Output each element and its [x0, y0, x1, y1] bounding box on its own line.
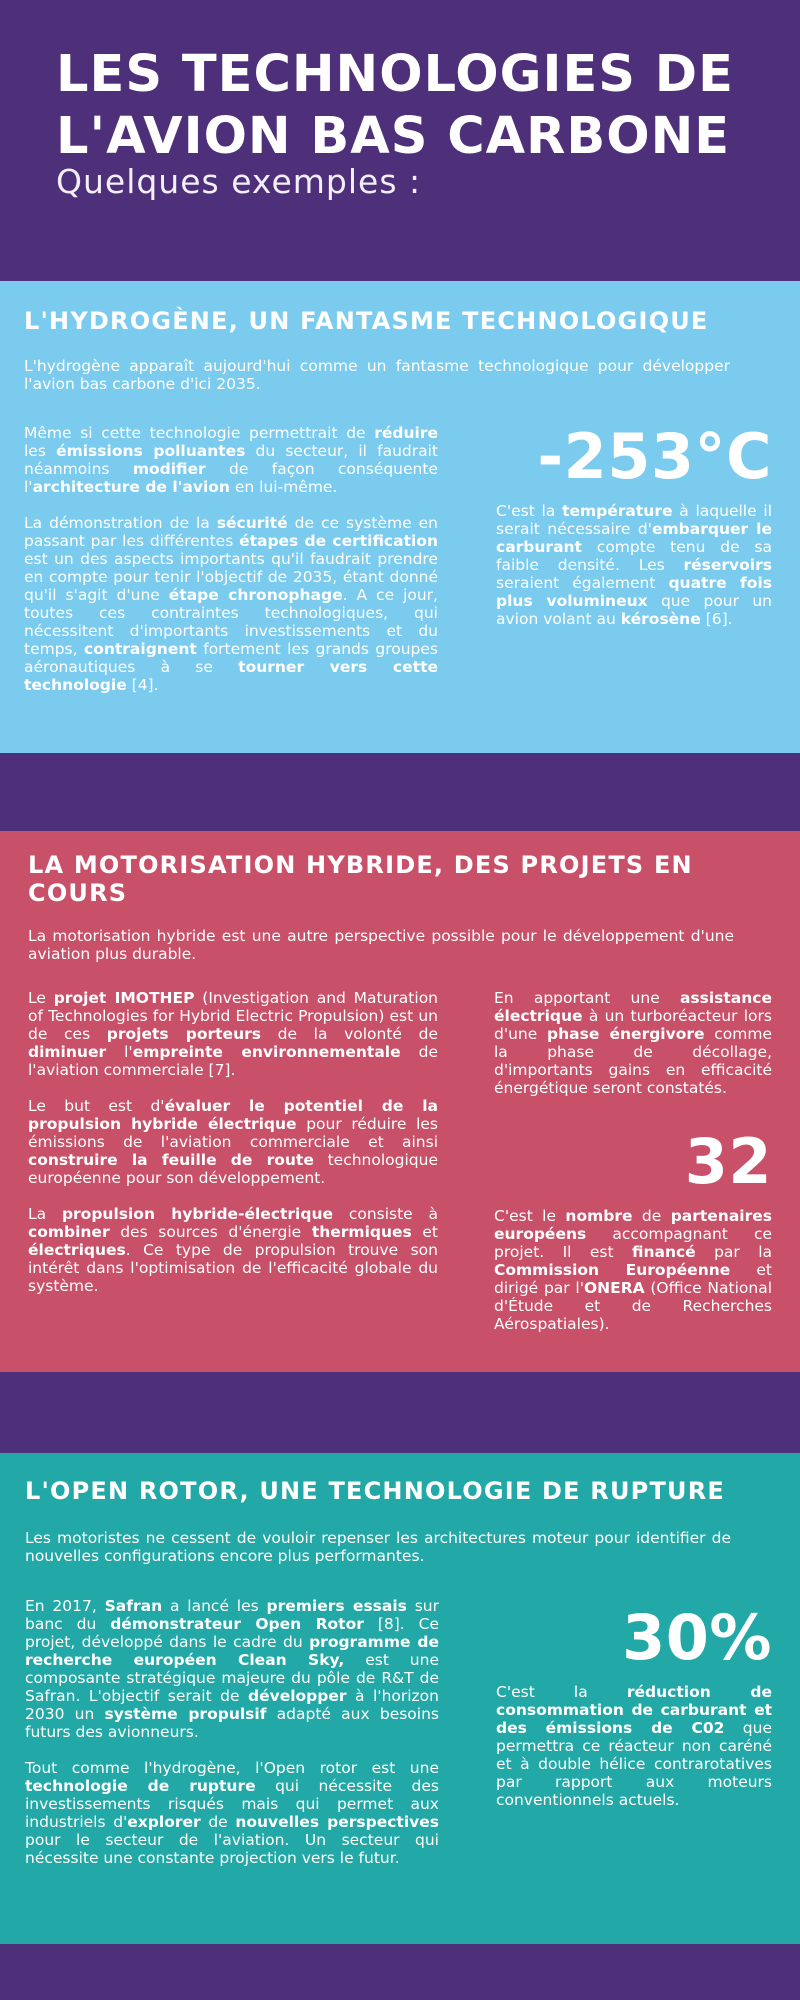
bold-text: architecture de l'avion [32, 478, 230, 496]
bold-text: Safran [104, 1597, 163, 1615]
text: technologique européenne pour son développement. [28, 1151, 438, 1187]
text: Tout comme l'hydrogène, l'Open rotor est une [25, 1759, 439, 1777]
bold-text: propulsion hybride-électrique [61, 1205, 334, 1223]
text: de façon conséquente l' [24, 460, 438, 496]
text: les [24, 442, 57, 460]
text: est un des aspects importants qu'il faudrait prendre en compte pour tenir l'objectif de 2035, étant donné qu'il s'agit d'une [24, 550, 438, 604]
paragraph [24, 424, 438, 496]
bold-text: financé [631, 1243, 696, 1261]
text: . A ce jour, toutes ces contraintes technologiques, qui nécessitent d'importants investissements et du temps, [24, 586, 438, 658]
bold-text: émissions polluantes [56, 442, 246, 460]
stat-description [496, 1683, 772, 1809]
text: du secteur, il faudrait néanmoins [24, 442, 438, 478]
stat-value: -253°C [537, 420, 772, 493]
bold-text: phase énergivore [547, 1025, 705, 1043]
text: pour réduire les émissions de l'aviation commerciale et ainsi [28, 1115, 438, 1151]
bold-text: modifier [132, 460, 206, 478]
text: de [200, 1813, 236, 1831]
bold-text: réduire [374, 424, 438, 442]
section-hybrid [0, 831, 800, 1372]
bold-text: réduction de consommation de carburant et des émissions de C02 [496, 1683, 772, 1737]
bold-text: combiner [28, 1223, 110, 1241]
text: C'est la [496, 1683, 627, 1701]
text: seraient également [496, 574, 669, 592]
text: à laquelle il serait nécessaire d' [496, 502, 773, 538]
bold-text: premiers essais [266, 1597, 407, 1615]
section-open-rotor [0, 1453, 800, 1944]
bold-text: sécurité [216, 514, 288, 532]
stat-value: 32 [684, 1125, 772, 1198]
bold-text: nouvelles perspectives [235, 1813, 439, 1831]
page-subtitle: Quelques exemples : [56, 162, 422, 201]
bold-text: thermiques [311, 1223, 412, 1241]
text: à l'horizon 2030 un [25, 1687, 439, 1723]
bold-text: contraignent [84, 640, 197, 658]
stat-description [496, 502, 772, 628]
left-column [25, 1597, 439, 1885]
bold-text: Commission Européenne [494, 1261, 731, 1279]
paragraph [25, 1759, 439, 1867]
bold-text: nombre [565, 1207, 633, 1225]
text: de [632, 1207, 671, 1225]
bold-text: embarquer le carburant [496, 520, 773, 556]
section-intro: L'hydrogène apparaît aujourd'hui comme un fantasme technologique pour développer l'avion bas carbone d'ici 2035. [24, 357, 730, 393]
right-column [496, 1603, 772, 1827]
bold-text: empreinte environnementale [132, 1043, 401, 1061]
paragraph [28, 989, 438, 1079]
right-column [494, 989, 772, 1351]
text: à un turboréacteur lors d'une [494, 1007, 772, 1043]
text: de ce système en passant par les différentes [24, 514, 438, 550]
bold-text: tourner vers cette technologie [24, 658, 438, 694]
stat-value: 30% [622, 1601, 772, 1674]
bold-text: démonstrateur Open Rotor [110, 1615, 364, 1633]
bold-text: étape chronophage [168, 586, 343, 604]
bold-text: diminuer [28, 1043, 107, 1061]
text: a lancé les [162, 1597, 267, 1615]
text: C'est la [496, 502, 563, 520]
bold-text: étapes de certification [239, 532, 438, 550]
text: En 2017, [25, 1597, 105, 1615]
text: que pour un avion volant au [496, 592, 772, 628]
text: sur banc du [25, 1597, 439, 1633]
text: [8]. Ce projet, développé dans le cadre du [25, 1615, 439, 1651]
text: adapté aux besoins futurs des avionneurs. [25, 1705, 439, 1741]
bold-text: développer [248, 1687, 347, 1705]
text: l' [106, 1043, 133, 1061]
stat-description [494, 1207, 772, 1333]
section-title: LA MOTORISATION HYBRIDE, DES PROJETS EN COURS [28, 851, 693, 907]
text: comme la phase de décollage, d'importants gains en efficacité énergétique seront constatés. [494, 1025, 772, 1097]
bold-text: partenaires européens [494, 1207, 772, 1243]
left-column [24, 424, 438, 712]
text: en lui-même. [229, 478, 338, 496]
text: des sources d'énergie [109, 1223, 312, 1241]
text: et [411, 1223, 438, 1241]
text: pour le secteur de l'aviation. Un secteur qui nécessite une constante projection vers le futur. [25, 1831, 439, 1867]
bold-text: évaluer le potentiel de la propulsion hybride électrique [28, 1097, 438, 1133]
bold-text: construire la feuille de route [28, 1151, 314, 1169]
text: (Office National d'Étude et de Recherches Aérospatiales). [494, 1279, 772, 1333]
text: de l'aviation commerciale [7]. [28, 1043, 438, 1079]
section-title: L'HYDROGÈNE, UN FANTASME TECHNOLOGIQUE [24, 307, 709, 335]
text: accompagnant ce projet. Il est [494, 1225, 772, 1261]
bold-text: électriques [28, 1241, 126, 1259]
text: (Investigation and Maturation of Technologies for Hybrid Electric Propulsion) est un de ces [28, 989, 438, 1043]
bold-text: réservoirs [683, 556, 772, 574]
text: Le but est d' [28, 1097, 165, 1115]
paragraph [24, 514, 438, 694]
text: compte tenu de sa faible densité. Les [496, 538, 772, 574]
paragraph [28, 1205, 438, 1295]
bold-text: ONERA [583, 1279, 645, 1297]
text: C'est le [494, 1207, 566, 1225]
paragraph [25, 1597, 439, 1741]
text: . Ce type de propulsion trouve son intérêt dans l'optimisation de l'efficacité globale du système. [28, 1241, 438, 1295]
bold-text: température [562, 502, 673, 520]
bold-text: quatre fois plus volumineux [496, 574, 772, 610]
section-title: L'OPEN ROTOR, UNE TECHNOLOGIE DE RUPTURE [25, 1477, 725, 1505]
bold-text: programme de recherche européen Clean Sky, [25, 1633, 439, 1669]
bold-text: assistance électrique [494, 989, 772, 1025]
text: Le [28, 989, 54, 1007]
text: Même si cette technologie permettrait de [24, 424, 375, 442]
text: consiste à [333, 1205, 439, 1223]
section-hydrogen [0, 281, 800, 753]
bold-text: projet IMOTHEP [53, 989, 195, 1007]
paragraph [28, 1097, 438, 1187]
text: que permettra ce réacteur non caréné et à double hélice contrarotatives par rapport aux moteurs conventionnels actuels. [496, 1719, 772, 1809]
section-intro: La motorisation hybride est une autre perspective possible pour le développement d'une aviation plus durable. [28, 927, 734, 963]
text: La démonstration de la [24, 514, 217, 532]
paragraph [494, 989, 772, 1097]
text: [6]. [700, 610, 733, 628]
header-banner [0, 0, 800, 280]
text: par la [695, 1243, 772, 1261]
bold-text: projets porteurs [106, 1025, 261, 1043]
text: est une composante stratégique majeure du pôle de R&T de Safran. L'objectif serait de [25, 1651, 439, 1705]
bold-text: technologie de rupture [25, 1777, 256, 1795]
text: La [28, 1205, 62, 1223]
text: et dirigé par l' [494, 1261, 772, 1297]
bold-text: explorer [127, 1813, 201, 1831]
bold-text: kérosène [620, 610, 701, 628]
section-intro: Les motoristes ne cessent de vouloir repenser les architectures moteur pour identifier de nouvelles configurations encore plus performantes. [25, 1529, 731, 1565]
text: qui nécessite des investissements risqués mais qui permet aux industriels d' [25, 1777, 439, 1831]
text: fortement les grands groupes aéronautiques à se [24, 640, 438, 676]
bold-text: système propulsif [104, 1705, 267, 1723]
right-column [496, 422, 772, 646]
text: [4]. [126, 676, 159, 694]
left-column [28, 989, 438, 1313]
page-title: LES TECHNOLOGIES DE L'AVION BAS CARBONE [56, 45, 734, 166]
text: En apportant une [494, 989, 680, 1007]
text: de la volonté de [260, 1025, 438, 1043]
